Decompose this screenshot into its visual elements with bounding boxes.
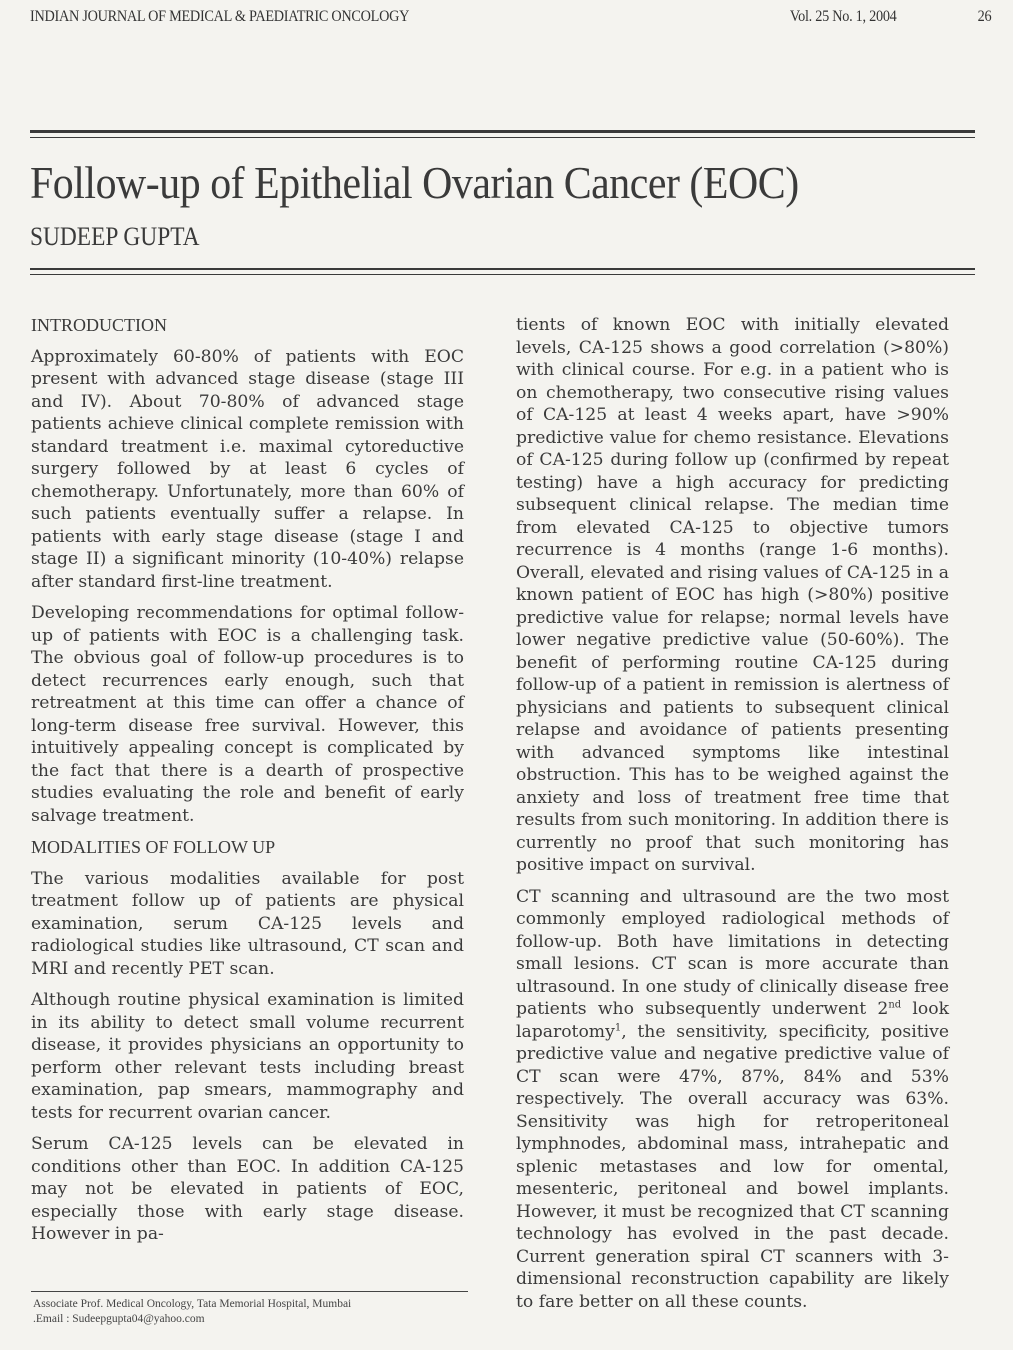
left-column — [31, 314, 464, 1255]
right-column — [516, 314, 949, 1322]
title-rule-top-thick — [30, 130, 975, 133]
title-rule-bottom-thick — [30, 268, 975, 270]
footnote-rule — [31, 1291, 468, 1292]
page-number: 26 — [977, 8, 992, 25]
intro-paragraph-2: Developing recommendations for optimal follow-up of patients with EOC is a challenging task. The obvious goal of follow-up procedures is to detect recurrences early enough, such that retreatment at this time can offer a chance of long-term disease free survival. However, this intuitively appealing concept is complicated by the fact that there is a dearth of prospective studies evaluating the role and benefit of early salvage treatment. — [31, 603, 464, 826]
ct-text-part-1: CT scanning and ultrasound are the two most commonly employed radiological methods of follow-up. Both have limitations in detecting small lesions. CT scan is more accurate than ultrasound. In one study of clinically disease free patients who subsequently underwent 2 — [516, 886, 949, 1019]
reference-marker: 1 — [614, 1021, 622, 1033]
ct-text-part-2: look laparotomy — [516, 999, 949, 1042]
intro-paragraph-1: Approximately 60-80% of patients with EOC present with advanced stage disease (stage III and IV). About 70-80% of advanced stage patients achieve clinical complete remission with standard treatment i.e. maximal cytoreductive surgery followed by at least 6 cycles of chemotherapy. Unfortunately, more than 60% of such patients eventually suffer a relapse. In patients with early stage disease (stage I and stage II) a significant minority (10-40%) relapse after standard first-line treatment. — [31, 346, 464, 592]
modalities-paragraph-3: Serum CA-125 levels can be elevated in conditions other than EOC. In addition CA-125 may not be elevated in patients of EOC, especially those with early stage disease. However in pa- — [31, 1134, 464, 1244]
ordinal-superscript: nd — [888, 999, 902, 1011]
modalities-paragraph-1: The various modalities available for post treatment follow up of patients are physical examination, serum CA-125 levels and radiological studies like ultrasound, CT scan and MRI and recently PET scan. — [31, 868, 464, 979]
ct-scanning-paragraph — [516, 886, 949, 1314]
title-rule-top-thin — [30, 137, 975, 138]
running-header — [30, 8, 992, 32]
author-footnote — [33, 1297, 351, 1327]
author-affiliation: Associate Prof. Medical Oncology, Tata Memorial Hospital, Mumbai — [33, 1298, 352, 1310]
title-rule-bottom-thin — [30, 274, 975, 275]
volume-issue: Vol. 25 No. 1, 2004 — [789, 8, 897, 25]
section-heading-modalities: MODALITIES OF FOLLOW UP — [31, 837, 276, 857]
article-author: SUDEEP GUPTA — [30, 222, 200, 251]
modalities-paragraph-2: Although routine physical examination is limited in its ability to detect small volume recurrent disease, it provides physicians an opportunity to perform other relevant tests including breast examination, pap smears, mammography and tests for recurrent ovarian cancer. — [31, 990, 464, 1123]
section-heading-introduction: INTRODUCTION — [31, 315, 167, 335]
ct-text-part-3: , the sensitivity, specificity, positive predictive value and negative predictive value of CT scan were 47%, 87%, 84% and 53% respectively. The overall accuracy was 63%. Sensitivity was high for retroperitoneal lymphnodes, abdominal mass, intrahepatic and splenic metastases and low for omental, mesenteric, peritoneal and bowel implants. However, it must be recognized that CT scanning technology has evolved in the past decade. Current generation spiral CT scanners with 3- dimensional reconstruction capability are likely to fare better on all these counts. — [516, 1021, 949, 1312]
ca125-paragraph: tients of known EOC with initially elevated levels, CA-125 shows a good correlation (>80%) with clinical course. For e.g. in a patient who is on chemotherapy, two consecutive rising values of CA-125 at least 4 weeks apart, have >90% predictive value for chemo resistance. Elevations of CA-125 during follow up (confirmed by repeat testing) have a high accuracy for predicting subsequent clinical relapse. The median time from elevated CA-125 to objective tumors recurrence is 4 months (range 1-6 months). Overall, elevated and rising values of CA-125 in a known patient of EOC has high (>80%) positive predictive value for relapse; normal levels have lower negative predictive value (50-60%). The benefit of performing routine CA-125 during follow-up of a patient in remission is alertness of physicians and patients to subsequent clinical relapse and avoidance of patients presenting with advanced symptoms like intestinal obstruction. This has to be weighed against the anxiety and loss of treatment free time that results from such monitoring. In addition there is currently no proof that such monitoring has positive impact on survival. — [516, 315, 949, 875]
author-email: .Email : Sudeepgupta04@yahoo.com — [33, 1313, 205, 1325]
article-title: Follow-up of Epithelial Ovarian Cancer (EOC) — [30, 158, 799, 208]
journal-name: INDIAN JOURNAL OF MEDICAL & PAEDIATRIC ONCOLOGY — [30, 8, 410, 25]
